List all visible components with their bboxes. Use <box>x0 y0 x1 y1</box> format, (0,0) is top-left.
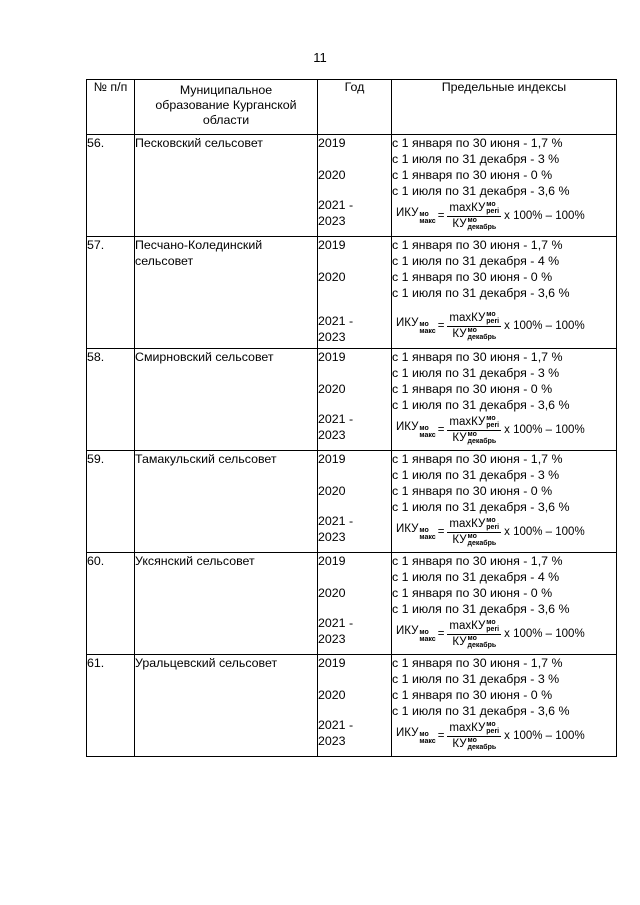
formula-rhs: x 100% – 100% <box>504 628 585 640</box>
year-label: 2019 <box>318 350 346 364</box>
formula-rhs: x 100% – 100% <box>504 210 585 222</box>
table-row <box>87 349 617 451</box>
formula-rhs: x 100% – 100% <box>504 526 585 538</box>
table-row <box>87 451 617 553</box>
limits-table <box>86 79 617 757</box>
formula-lhs: ИКУ <box>396 727 419 739</box>
year-label: 2020 <box>318 270 346 284</box>
formula-den: КУ <box>452 533 467 546</box>
formula-eq: = <box>437 424 445 436</box>
formula-rhs: x 100% – 100% <box>504 424 585 436</box>
index-line: с 1 июля по 31 декабря - 3,6 % <box>392 398 570 412</box>
row-number: 58. <box>87 349 135 451</box>
formula-num-sub: peri <box>486 728 500 736</box>
formula-num: maxКУ <box>449 722 486 735</box>
formula-rhs: x 100% – 100% <box>504 320 585 332</box>
index-line: с 1 января по 30 июня - 1,7 % <box>392 136 563 150</box>
index-line: с 1 июля по 31 декабря - 4 % <box>392 254 560 268</box>
formula-den-sub: декабрь <box>467 223 497 231</box>
formula-num-sub: peri <box>486 318 500 326</box>
formula-lhs: ИКУ <box>396 625 419 637</box>
index-line: с 1 января по 30 июня - 0 % <box>392 270 553 284</box>
formula-den-sup: мо <box>467 736 477 744</box>
index-line: с 1 июля по 31 декабря - 3,6 % <box>392 500 570 514</box>
index-line: с 1 июля по 31 декабря - 4 % <box>392 570 560 584</box>
index-formula <box>392 619 616 649</box>
row-number: 56. <box>87 135 135 237</box>
year-label: 2021 - 2023 <box>318 514 354 544</box>
formula-den-sup: мо <box>467 634 477 642</box>
municipality-name: Песковский сельсовет <box>135 135 318 237</box>
formula-den-sup: мо <box>467 430 477 438</box>
indices-cell <box>392 655 617 757</box>
formula-num-sup: мо <box>486 201 496 209</box>
row-number: 61. <box>87 655 135 757</box>
formula-num-sup: мо <box>486 517 496 525</box>
formula-num-sup: мо <box>486 721 496 729</box>
year-label: 2020 <box>318 484 346 498</box>
formula-den-sup: мо <box>467 532 477 540</box>
municipality-name: Уксянский сельсовет <box>135 553 318 655</box>
year-label: 2020 <box>318 586 346 600</box>
year-cell <box>318 655 392 757</box>
formula-den: КУ <box>452 327 467 340</box>
formula-num-sup: мо <box>486 415 496 423</box>
formula-lhs-sup: мо <box>419 425 429 432</box>
formula-num-sub: peri <box>486 208 500 216</box>
formula-lhs-sup: мо <box>419 321 429 328</box>
municipality-name: Песчано-Колединский сельсовет <box>135 237 318 349</box>
row-number: 57. <box>87 237 135 349</box>
formula-num: maxКУ <box>449 416 486 429</box>
year-label: 2021 - 2023 <box>318 198 354 228</box>
index-formula <box>392 415 616 445</box>
index-line: с 1 января по 30 июня - 1,7 % <box>392 350 563 364</box>
row-number: 60. <box>87 553 135 655</box>
formula-fraction <box>447 721 501 750</box>
year-label: 2019 <box>318 656 346 670</box>
index-formula <box>392 311 616 341</box>
index-formula <box>392 201 616 231</box>
municipality-name: Смирновский сельсовет <box>135 349 318 451</box>
formula-den: КУ <box>452 737 467 750</box>
table-row <box>87 135 617 237</box>
formula-num: maxКУ <box>449 312 486 325</box>
index-line: с 1 июля по 31 декабря - 3,6 % <box>392 184 570 198</box>
formula-den-sub: декабрь <box>467 641 497 649</box>
formula-lhs-sub: макс <box>419 218 436 225</box>
year-label: 2019 <box>318 452 346 466</box>
formula-lhs-sup: мо <box>419 731 429 738</box>
formula-fraction <box>447 517 501 546</box>
index-formula <box>392 517 616 547</box>
year-label: 2021 - 2023 <box>318 412 354 442</box>
year-label: 2021 - 2023 <box>318 718 354 748</box>
formula-lhs-sup: мо <box>419 629 429 636</box>
year-label: 2021 - 2023 <box>318 616 354 646</box>
index-line: с 1 июля по 31 декабря - 3 % <box>392 468 560 482</box>
formula-eq: = <box>437 730 445 742</box>
indices-cell <box>392 553 617 655</box>
formula-lhs-sup: мо <box>419 211 429 218</box>
formula-eq: = <box>437 210 445 222</box>
formula-den-sub: декабрь <box>467 743 497 751</box>
indices-cell <box>392 237 617 349</box>
year-label: 2019 <box>318 554 346 568</box>
index-line: с 1 июля по 31 декабря - 3 % <box>392 366 560 380</box>
formula-lhs-sub: макс <box>419 328 436 335</box>
index-line: с 1 июля по 31 декабря - 3 % <box>392 672 560 686</box>
formula-den: КУ <box>452 635 467 648</box>
year-label: 2019 <box>318 136 346 150</box>
year-label: 2020 <box>318 688 346 702</box>
year-label: 2021 - 2023 <box>318 314 354 344</box>
formula-den-sub: декабрь <box>467 437 497 445</box>
table-header-row <box>87 80 617 135</box>
formula-fraction <box>447 311 501 340</box>
formula-lhs-sup: мо <box>419 527 429 534</box>
header-indices: Предельные индексы <box>392 80 617 135</box>
index-line: с 1 января по 30 июня - 1,7 % <box>392 452 563 466</box>
formula-den-sup: мо <box>467 216 477 224</box>
table-row <box>87 655 617 757</box>
index-line: с 1 июля по 31 декабря - 3,6 % <box>392 286 570 300</box>
formula-num: maxКУ <box>449 620 486 633</box>
indices-cell <box>392 349 617 451</box>
formula-lhs: ИКУ <box>396 207 419 219</box>
index-line: с 1 января по 30 июня - 0 % <box>392 688 553 702</box>
index-line: с 1 июля по 31 декабря - 3,6 % <box>392 704 570 718</box>
index-line: с 1 января по 30 июня - 0 % <box>392 382 553 396</box>
formula-eq: = <box>437 526 445 538</box>
formula-lhs: ИКУ <box>396 421 419 433</box>
formula-rhs: x 100% – 100% <box>504 730 585 742</box>
formula-num-sub: peri <box>486 524 500 532</box>
formula-lhs: ИКУ <box>396 317 419 329</box>
index-formula <box>392 721 616 751</box>
formula-den: КУ <box>452 431 467 444</box>
row-number: 59. <box>87 451 135 553</box>
municipality-name: Тамакульский сельсовет <box>135 451 318 553</box>
formula-lhs-sub: макс <box>419 738 436 745</box>
formula-fraction <box>447 619 501 648</box>
formula-num-sub: peri <box>486 422 500 430</box>
index-line: с 1 января по 30 июня - 1,7 % <box>392 554 563 568</box>
index-line: с 1 января по 30 июня - 0 % <box>392 168 553 182</box>
page-number: 11 <box>313 50 327 65</box>
table-row <box>87 553 617 655</box>
formula-num-sub: peri <box>486 626 500 634</box>
index-line: с 1 января по 30 июня - 0 % <box>392 484 553 498</box>
year-cell <box>318 237 392 349</box>
formula-fraction <box>447 201 501 230</box>
formula-eq: = <box>437 628 445 640</box>
year-label: 2020 <box>318 168 346 182</box>
indices-cell <box>392 135 617 237</box>
index-line: с 1 июля по 31 декабря - 3 % <box>392 152 560 166</box>
formula-den: КУ <box>452 217 467 230</box>
formula-num: maxКУ <box>449 202 486 215</box>
indices-cell <box>392 451 617 553</box>
formula-den-sup: мо <box>467 326 477 334</box>
municipality-name: Уральцевский сельсовет <box>135 655 318 757</box>
header-year: Год <box>318 80 392 135</box>
index-line: с 1 января по 30 июня - 1,7 % <box>392 238 563 252</box>
index-line: с 1 июля по 31 декабря - 3,6 % <box>392 602 570 616</box>
formula-lhs: ИКУ <box>396 523 419 535</box>
year-cell <box>318 135 392 237</box>
year-cell <box>318 553 392 655</box>
formula-num: maxКУ <box>449 518 486 531</box>
formula-lhs-sub: макс <box>419 636 436 643</box>
formula-den-sub: декабрь <box>467 539 497 547</box>
formula-fraction <box>447 415 501 444</box>
formula-eq: = <box>437 320 445 332</box>
header-num: № п/п <box>87 80 135 135</box>
table-row <box>87 237 617 349</box>
year-label: 2019 <box>318 238 346 252</box>
formula-lhs-sub: макс <box>419 432 436 439</box>
formula-num-sup: мо <box>486 619 496 627</box>
year-cell <box>318 451 392 553</box>
header-municipality: Муниципальное образование Курганской области <box>135 80 318 135</box>
index-line: с 1 января по 30 июня - 1,7 % <box>392 656 563 670</box>
formula-lhs-sub: макс <box>419 534 436 541</box>
formula-num-sup: мо <box>486 311 496 319</box>
year-label: 2020 <box>318 382 346 396</box>
formula-den-sub: декабрь <box>467 333 497 341</box>
year-cell <box>318 349 392 451</box>
index-line: с 1 января по 30 июня - 0 % <box>392 586 553 600</box>
